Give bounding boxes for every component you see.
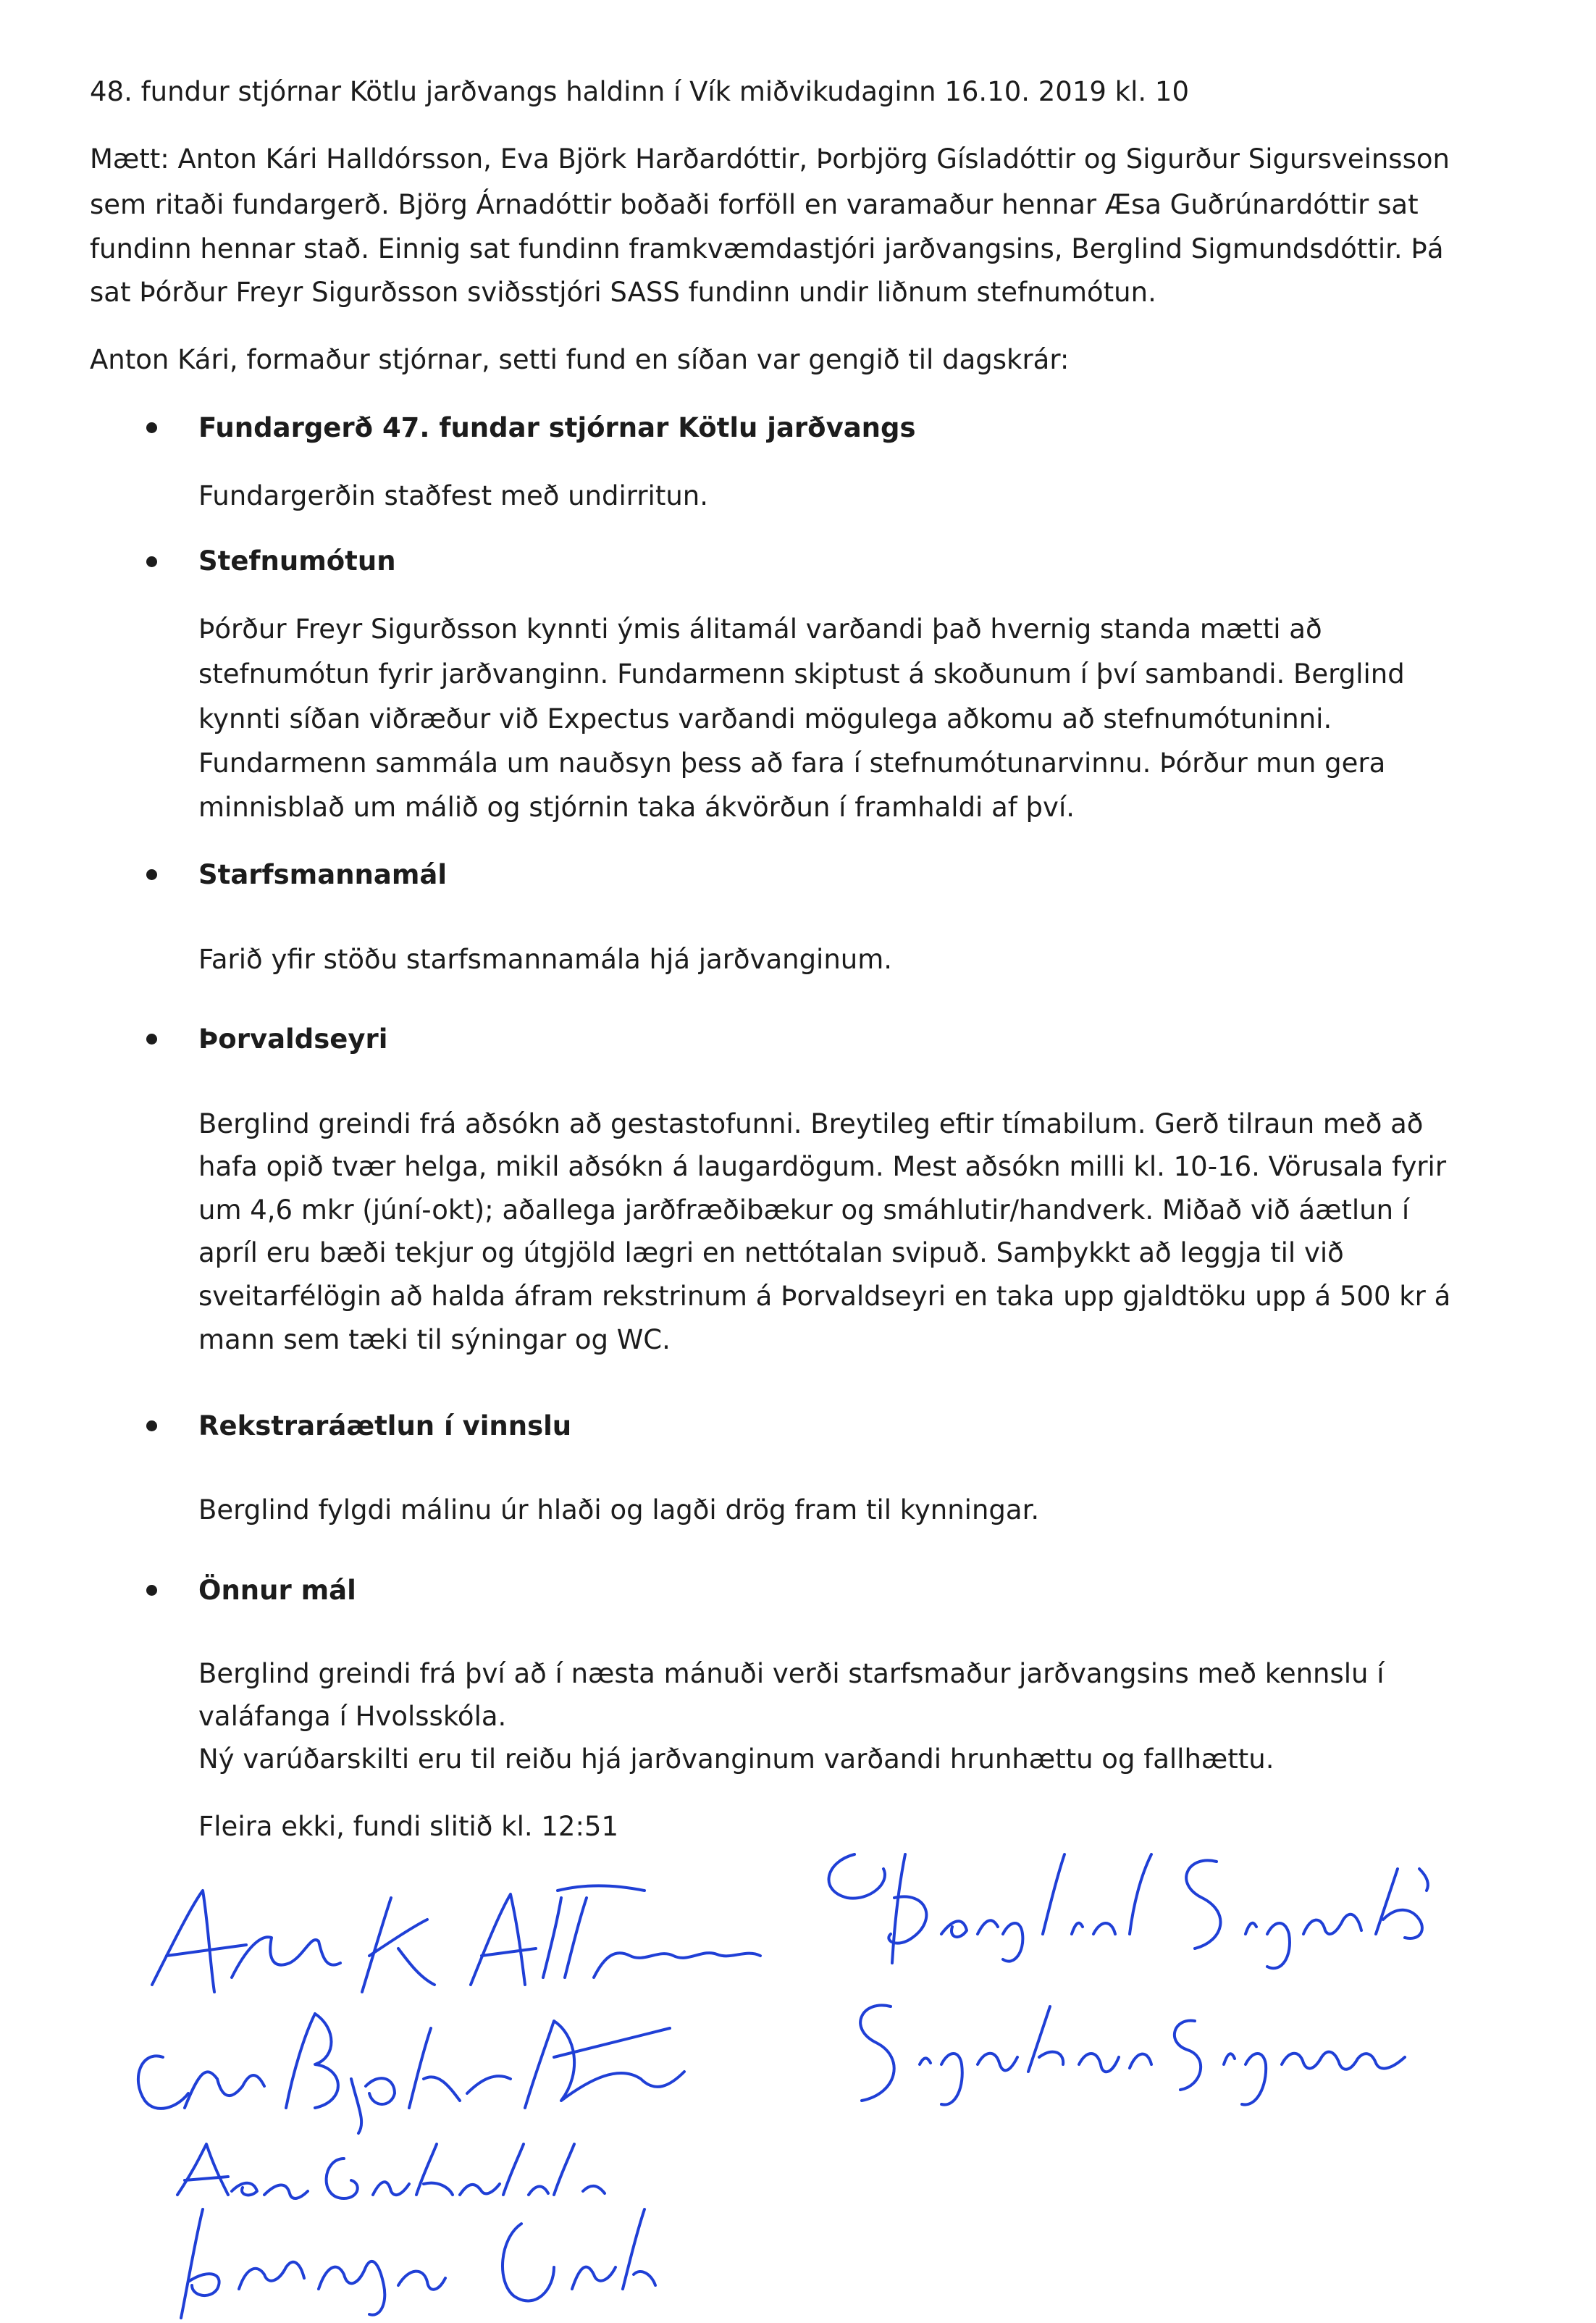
agenda-item-text: Fundarmenn sammála um nauðsyn þess að fara í stefnumótunarvinnu. Þórður mun gera [198, 748, 1386, 779]
bullet-dot [146, 1420, 157, 1431]
agenda-item-text: kynnti síðan viðræður við Expectus varðandi mögulega aðkomu að stefnumótuninni. [198, 703, 1332, 734]
signature-berglind-sigmundsdottir [811, 1825, 1448, 1985]
agenda-item-text: Ný varúðarskilti eru til reiðu hjá jarðvanginum varðandi hrunhættu og fallhættu. [198, 1744, 1274, 1775]
agenda-item-text: apríl eru bæði tekjur og útgjöld lægri en nettótalan svipuð. Samþykkt að leggja til við [198, 1237, 1344, 1268]
bullet-dot [146, 556, 157, 567]
agenda-item-text: Berglind fylgdi málinu úr hlaði og lagði drög fram til kynningar. [198, 1494, 1040, 1525]
agenda-item-text: Berglind greindi frá aðsókn að gestastofunni. Breytileg eftir tímabilum. Gerð tilraun með að [198, 1108, 1424, 1139]
attendance-line: sem ritaði fundargerð. Björg Árnadóttir boðaði forföll en varamaður hennar Æsa Guðrúnardóttir sat [90, 189, 1419, 220]
agenda-item-title: Fundargerð 47. fundar stjórnar Kötlu jarðvangs [198, 412, 916, 443]
agenda-item-title: Stefnumótun [198, 545, 396, 577]
agenda-item-text: stefnumótun fyrir jarðvanginn. Fundarmenn skiptust á skoðunum í því sambandi. Berglind [198, 658, 1405, 690]
bullet-dot [146, 869, 157, 880]
intro-line: Anton Kári, formaður stjórnar, setti fund en síðan var gengið til dagskrár: [90, 344, 1070, 375]
bullet-dot [146, 1585, 157, 1596]
agenda-item-text: Þórður Freyr Sigurðsson kynnti ýmis álitamál varðandi það hvernig standa mætti að [198, 614, 1322, 645]
meeting-heading: 48. fundur stjórnar Kötlu jarðvangs haldinn í Vík miðvikudaginn 16.10. 2019 kl. 10 [90, 76, 1189, 107]
agenda-item-text: hafa opið tvær helga, mikil aðsókn á laugardögum. Mest aðsókn milli kl. 10-16. Vörusala fyrir [198, 1151, 1447, 1182]
bullet-dot [146, 422, 157, 433]
agenda-item-text: sveitarfélögin að halda áfram rekstrinum á Þorvaldseyri en taka upp gjaldtöku upp á 500 kr á [198, 1281, 1451, 1312]
signature-sigurdur-sigursveinsson [833, 1977, 1427, 2130]
agenda-item-title: Önnur mál [198, 1575, 356, 1606]
attendance-line: sat Þórður Freyr Sigurðsson sviðsstjóri SASS fundinn undir liðnum stefnumótun. [90, 277, 1156, 308]
attendance-line: fundinn hennar stað. Einnig sat fundinn framkvæmdastjóri jarðvangsins, Berglind Sigmundsdóttir. Þá [90, 233, 1444, 264]
agenda-item-text: Farið yfir stöðu starfsmannamála hjá jarðvanginum. [198, 944, 893, 975]
agenda-item-text: mann sem tæki til sýningar og WC. [198, 1324, 671, 1355]
agenda-item-title: Þorvaldseyri [198, 1024, 388, 1055]
agenda-item-title: Starfsmannamál [198, 859, 448, 890]
agenda-item-text: valáfanga í Hvolsskóla. [198, 1701, 507, 1732]
bullet-dot [146, 1034, 157, 1045]
agenda-item-text: minnisblað um málið og stjórnin taka ákvörðun í framhaldi af því. [198, 792, 1075, 823]
closing-line: Fleira ekki, fundi slitið kl. 12:51 [198, 1811, 619, 1842]
attendance-line: Mætt: Anton Kári Halldórsson, Eva Björk Harðardóttir, Þorbjörg Gísladóttir og Sigurður Sigursveinsson [90, 143, 1450, 175]
signature-thorbjorg-gisladottir [159, 2195, 666, 2322]
agenda-item-text: Berglind greindi frá því að í næsta mánuði verði starfsmaður jarðvangsins með kennslu í [198, 1658, 1385, 1689]
agenda-item-text: um 4,6 mkr (júní-okt); aðallega jarðfræðibækur og smáhlutir/handverk. Miðað við áætlun í [198, 1194, 1410, 1226]
agenda-item-title: Rekstraráætlun í vinnslu [198, 1410, 572, 1441]
signature-anton-kari [123, 1876, 775, 2014]
agenda-item-text: Fundargerðin staðfest með undirritun. [198, 480, 708, 511]
